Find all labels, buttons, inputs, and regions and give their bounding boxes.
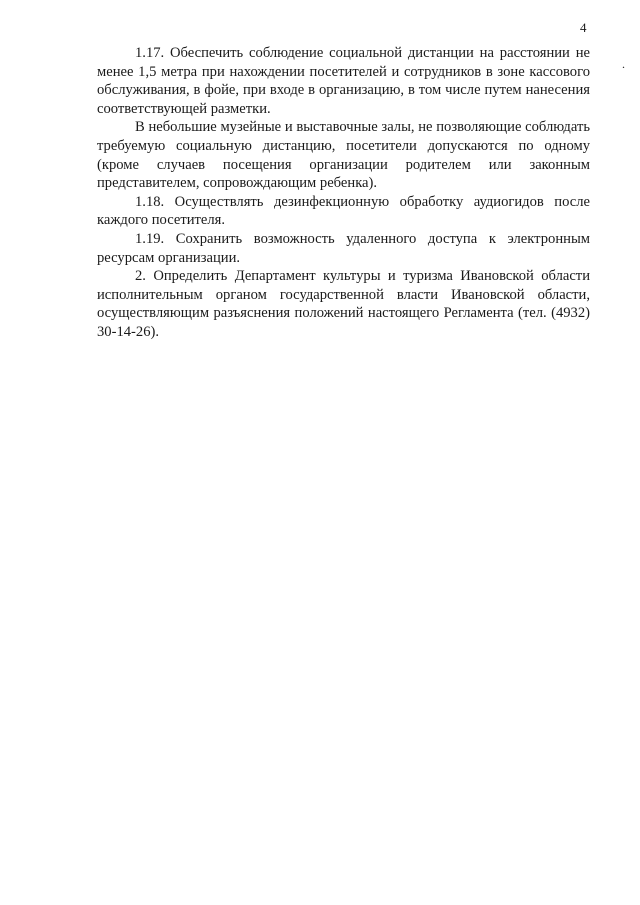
document-body bbox=[97, 44, 590, 342]
paragraph-2: 2. Определить Департамент культуры и туризма Ивановской области исполнительным органом государственной власти Ивановской области, осуществляющим разъяснения положений настоящего Регламента (тел. (4932) 30-14-26). bbox=[97, 268, 590, 340]
page-mark: . bbox=[622, 57, 625, 71]
page-number: 4 bbox=[580, 20, 587, 35]
paragraph-1-17: 1.17. Обеспечить соблюдение социальной дистанции на расстоянии не менее 1,5 метра при нахождении посетителей и сотрудников в зоне кассового обслуживания, в фойе, при входе в организацию, в том числе путем нанесения соответствующей разметки. bbox=[97, 45, 590, 117]
paragraph-1-19: 1.19. Сохранить возможность удаленного доступа к электронным ресурсам организации. bbox=[97, 230, 590, 266]
paragraph-1-18: 1.18. Осуществлять дезинфекционную обработку аудиогидов после каждого посетителя. bbox=[97, 193, 590, 229]
paragraph-small-halls: В небольшие музейные и выставочные залы, не позволяющие соблюдать требуемую социальную дистанцию, посетители допускаются по одному (кроме случаев посещения организации родителем или законным представителем, сопровождающим ребенка). bbox=[97, 119, 590, 192]
